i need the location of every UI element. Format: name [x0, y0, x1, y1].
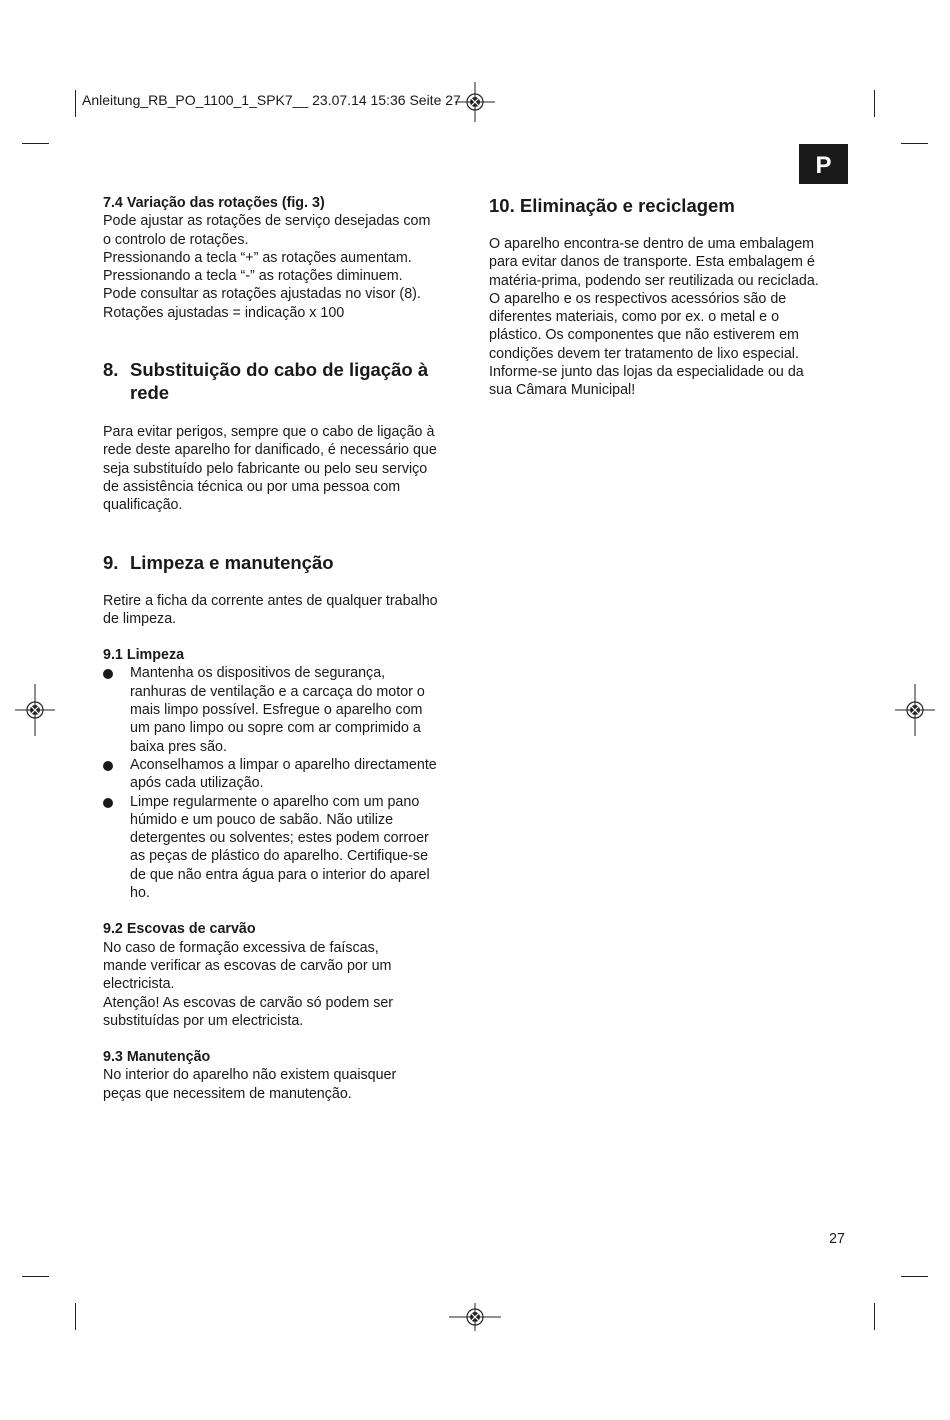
- text-line: um pano limpo ou sopre com ar comprimido a: [130, 720, 421, 737]
- section-number: 8.: [103, 359, 119, 381]
- text-line: Atenção! As escovas de carvão só podem ser: [103, 994, 394, 1011]
- text-line: O aparelho e os respectivos acessórios são de: [489, 290, 787, 307]
- section-7-4-body: [103, 212, 468, 322]
- section-8-heading: [103, 358, 468, 404]
- text-line: No caso de formação excessiva de faíscas,: [103, 939, 379, 956]
- registration-mark-icon: [15, 684, 55, 736]
- list-item: [103, 793, 468, 903]
- list-item: [103, 664, 468, 755]
- registration-mark-icon: [455, 82, 495, 122]
- crop-mark: [22, 1276, 49, 1277]
- text-line: ho.: [130, 885, 150, 902]
- language-badge: P: [799, 144, 848, 184]
- left-column: [103, 194, 468, 1103]
- section-7-4-heading: 7.4 Variação das rotações (fig. 3): [103, 195, 325, 211]
- text-line: Pressionando a tecla “-” as rotações diminuem.: [103, 268, 403, 285]
- text-line: Informe-se junto das lojas da especialidade ou da: [489, 364, 804, 381]
- crop-mark: [901, 143, 928, 144]
- text-line: Para evitar perigos, sempre que o cabo de ligação à: [103, 424, 435, 441]
- text-line: matéria-prima, podendo ser reutilizada ou reciclada.: [489, 272, 819, 289]
- section-9-body: [103, 592, 468, 629]
- section-9-3-body: [103, 1066, 468, 1103]
- text-line: ranhuras de ventilação e a carcaça do motor o: [130, 683, 425, 700]
- text-line: Pode ajustar as rotações de serviço desejadas com: [103, 213, 431, 230]
- text-line: para evitar danos de transporte. Esta embalagem é: [489, 254, 815, 271]
- crop-mark: [874, 1303, 875, 1330]
- text-line: condições devem ter tratamento de lixo especial.: [489, 345, 799, 362]
- text-line: baixa pres são.: [130, 738, 227, 755]
- section-10-heading: 10. Eliminação e reciclagem: [489, 195, 735, 216]
- text-line: diferentes materiais, como por ex. o metal e o: [489, 309, 780, 326]
- bullet-icon: [103, 669, 113, 679]
- registration-mark-icon: [895, 684, 935, 736]
- crop-mark: [22, 143, 49, 144]
- right-column: [489, 194, 849, 400]
- crop-mark: [874, 90, 875, 117]
- text-line: electricista.: [103, 976, 175, 993]
- list-item: [103, 756, 468, 793]
- text-line: as peças de plástico do aparelho. Certifique-se: [130, 848, 429, 865]
- text-line: Mantenha os dispositivos de segurança,: [130, 665, 386, 682]
- section-9-2-heading: 9.2 Escovas de carvão: [103, 921, 256, 938]
- section-9-heading: [103, 551, 468, 574]
- text-line: de assistência técnica ou por uma pessoa com: [103, 478, 401, 495]
- text-line: substituídas por um electricista.: [103, 1012, 304, 1029]
- section-title: Substituição do cabo de ligação à rede: [130, 359, 429, 404]
- section-9-3-heading: 9.3 Manutenção: [103, 1049, 211, 1066]
- text-line: plástico. Os componentes que não estiverem em: [489, 327, 799, 344]
- text-line: mais limpo possível. Esfregue o aparelho com: [130, 702, 423, 719]
- text-line: de limpeza.: [103, 610, 177, 627]
- text-line: seja substituído pelo fabricante ou pelo seu serviço: [103, 460, 428, 477]
- cleaning-bullet-list: [103, 664, 468, 902]
- crop-mark: [75, 90, 76, 117]
- text-line: Retire a ficha da corrente antes de qualquer trabalho: [103, 592, 438, 609]
- page-number: 27: [829, 1231, 845, 1247]
- text-line: rede deste aparelho for danificado, é necessário que: [103, 442, 437, 459]
- section-number: 9.: [103, 551, 119, 573]
- text-line: Pode consultar as rotações ajustadas no visor (8).: [103, 286, 421, 303]
- text-line: húmido e um pouco de sabão. Não utilize: [130, 811, 394, 828]
- text-line: detergentes ou solventes; estes podem corroer: [130, 830, 429, 847]
- crop-mark: [75, 1303, 76, 1330]
- bullet-icon: [103, 761, 113, 771]
- section-8-body: [103, 423, 468, 514]
- section-10-body: [489, 235, 849, 400]
- text-line: mande verificar as escovas de carvão por um: [103, 957, 392, 974]
- text-line: após cada utilização.: [130, 775, 264, 792]
- text-line: peças que necessitem de manutenção.: [103, 1085, 352, 1102]
- text-line: sua Câmara Municipal!: [489, 382, 636, 399]
- registration-mark-icon: [449, 1303, 501, 1331]
- section-9-2-body: [103, 939, 468, 1030]
- text-line: Rotações ajustadas = indicação x 100: [103, 304, 345, 321]
- section-9-1-heading: 9.1 Limpeza: [103, 647, 185, 664]
- bullet-icon: [103, 798, 113, 808]
- text-line: Limpe regularmente o aparelho com um pano: [130, 793, 420, 810]
- section-title: Limpeza e manutenção: [130, 551, 334, 573]
- text-line: Pressionando a tecla “+” as rotações aumentam.: [103, 249, 412, 266]
- print-slug-header: Anleitung_RB_PO_1100_1_SPK7__ 23.07.14 15:36 Seite 27: [82, 92, 461, 108]
- text-line: qualificação.: [103, 497, 183, 514]
- text-line: de que não entra água para o interior do aparel: [130, 866, 430, 883]
- text-line: O aparelho encontra-se dentro de uma embalagem: [489, 236, 815, 252]
- crop-mark: [901, 1276, 928, 1277]
- text-line: o controlo de rotações.: [103, 231, 249, 248]
- text-line: Aconselhamos a limpar o aparelho directamente: [130, 756, 437, 773]
- text-line: No interior do aparelho não existem quaisquer: [103, 1067, 397, 1084]
